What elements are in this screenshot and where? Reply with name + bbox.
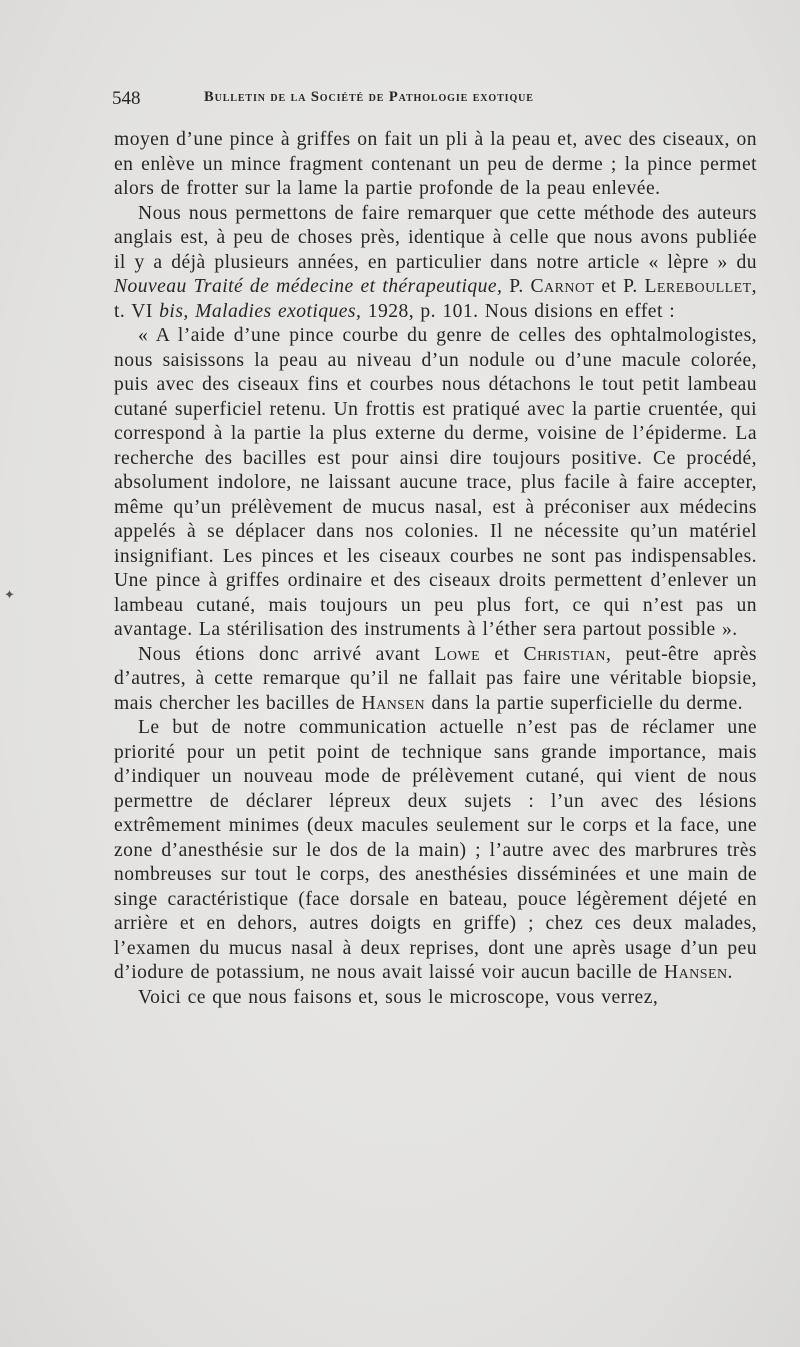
name-hansen: Hansen bbox=[361, 692, 426, 714]
paragraph-continuation: moyen d’une pince à griffes on fait un pli à la peau et, avec des ciseaux, on en enlève un mince fragment contenant un peu de derme ; la pince permet alors de frotter sur la lame la partie profonde de la peau enlevée. bbox=[114, 129, 757, 199]
paragraph-communication: Le but de notre communication actuelle n’est pas de réclamer une priorité pour un petit point de technique sans grande importance, mais d’indiquer un nouveau mode de prélèvement cutané, qui vient de nous permettre de déclarer lépreux deux sujets : l’un avec des lésions extrêmement minimes (deux macules seulement sur le corps et la face, une zone d’anesthésie sur le dos de la main) ; l’autre avec des marbrures très nombreuses sur tout le corps, des anesthésies disséminées et une main de singe caractéristique (face dorsale en bateau, pouce légèrement déjeté en arrière et en dehors, autres doigts en griffe) ; chez ces deux malades, l’examen du mucus nasal à deux reprises, dont une après usage d’un peu d’iodure de potassium, ne nous avait laissé voir aucun bacille de Hansen. bbox=[114, 717, 757, 983]
paragraph-method-comparison: Nous nous permettons de faire remarquer que cette méthode des auteurs anglais est, à peu de choses près, identique à celle que nous avons publiée il y a déjà plusieurs années, en particulier dans notre article « lèpre » du Nouveau Traité de médecine et thérapeutique, P. Carnot et P. Lereboullet, t. VI bis, Maladies exotiques, 1928, p. 101. Nous disions en effet : bbox=[114, 202, 757, 322]
page-header bbox=[112, 88, 762, 112]
page-number: 548 bbox=[112, 88, 141, 109]
author-lereboullet: Lereboullet, bbox=[644, 276, 757, 297]
running-title: Bulletin de la Société de Pathologie exotique bbox=[204, 89, 534, 105]
paragraph-final: Voici ce que nous faisons et, sous le microscope, vous verrez, bbox=[138, 986, 659, 1008]
paragraph-quotation: « A l’aide d’une pince courbe du genre de celles des ophtalmologistes, nous saisissons la peau au niveau d’un nodule ou d’une macule colorée, puis avec des ciseaux fins et courbes nous détachons le tout petit lambeau cutané superficiel retenu. Un frottis est pratiqué avec la partie cruentée, qui correspond à la partie la plus externe du derme, voisine de l’épiderme. La recherche des bacilles est pour ainsi dire toujours positive. Ce procédé, absolument indolore, ne laissant aucune trace, plus facile à faire accepter, même qu’un prélèvement de mucus nasal, est à préconiser aux médecins appelés à se déplacer dans nos colonies. Il ne nécessite qu’un matériel insignifiant. Les pinces et les ciseaux courbes ne sont pas indispensables. Une pince à griffes ordinaire et des ciseaux droits permettent d’enlever un lambeau cutané, mais toujours un peu plus fort, ce qui n’est pas un avantage. La stérilisation des instruments à l’éther sera partout possible ». bbox=[114, 325, 757, 640]
author-christian: Christian, bbox=[523, 643, 612, 665]
citation-title: Nouveau Traité de médecine et thérapeutique, bbox=[114, 276, 503, 297]
author-lowe: Lowe bbox=[434, 643, 481, 665]
name-hansen-2: Hansen. bbox=[664, 962, 733, 983]
paragraph-priority: Nous étions donc arrivé avant Lowe et Christian, peut-être après d’autres, à cette remarque qu’il ne fallait pas faire une véritable biopsie, mais chercher les bacilles de Hansen dans la partie superficielle du derme. bbox=[114, 643, 757, 714]
author-carnot: Carnot bbox=[530, 276, 595, 297]
body-text bbox=[114, 128, 757, 1010]
citation-volume: bis, Maladies exotiques, bbox=[159, 300, 362, 322]
margin-mark: ✦ bbox=[4, 588, 15, 603]
